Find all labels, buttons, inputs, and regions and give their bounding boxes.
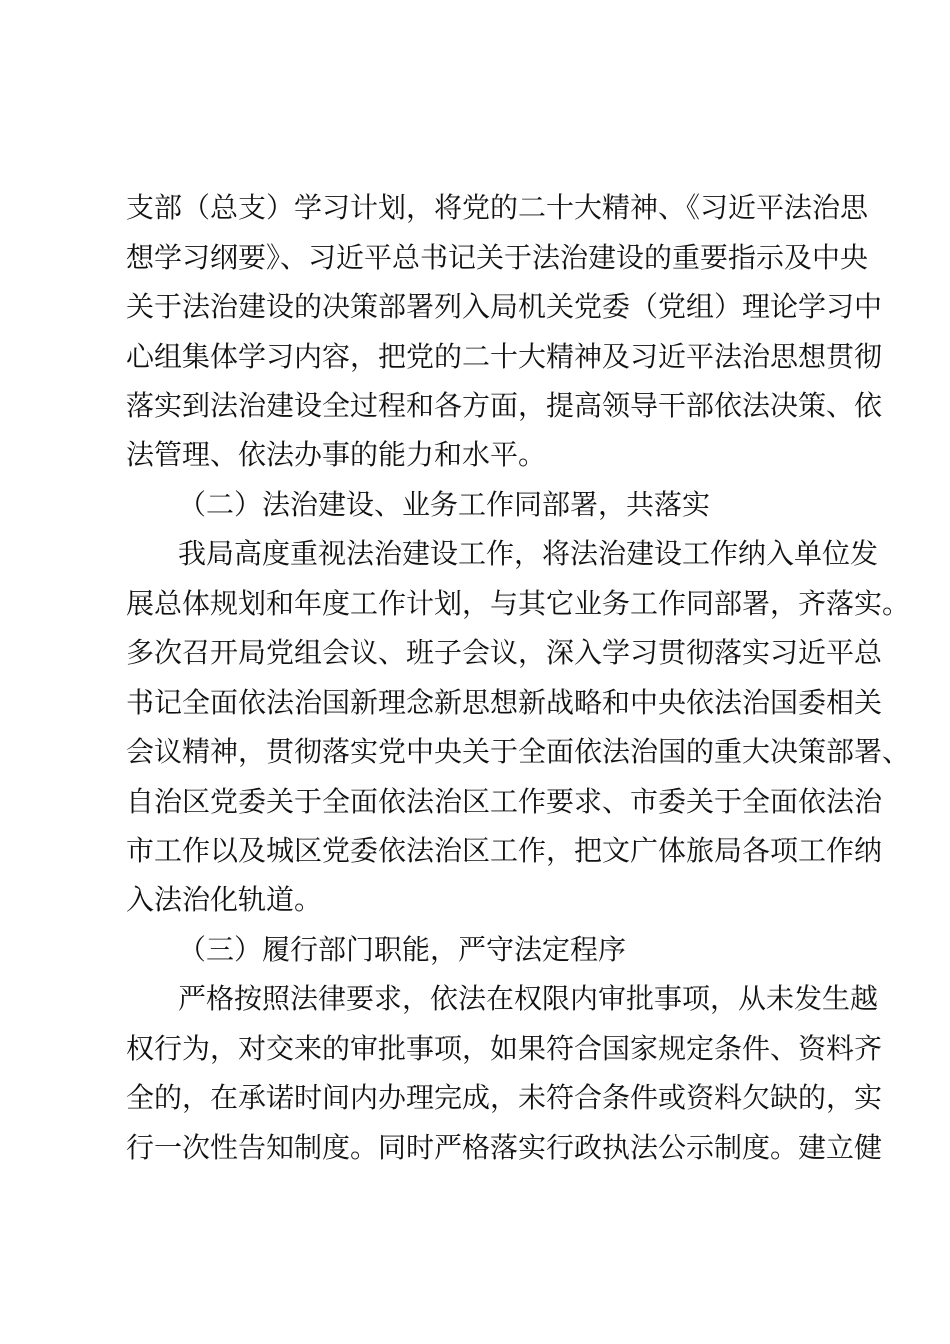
section-heading-two: （二）法治建设、业务工作同部署，共落实 [178, 488, 711, 521]
paragraph-line: 自治区党委关于全面依法治区工作要求、市委关于全面依法治 [126, 785, 883, 818]
paragraph-line: 入法治化轨道。 [126, 883, 323, 916]
paragraph-line: 行一次性告知制度。同时严格落实行政执法公示制度。建立健 [126, 1131, 883, 1164]
paragraph-line: 展总体规划和年度工作计划，与其它业务工作同部署，齐落实。 [126, 587, 911, 620]
paragraph-line: 严格按照法律要求，依法在权限内审批事项，从未发生越 [178, 982, 879, 1015]
paragraph-line: 市工作以及城区党委依法治区工作，把文广体旅局各项工作纳 [126, 834, 883, 867]
section-heading-three: （三）履行部门职能，严守法定程序 [178, 933, 627, 966]
paragraph-line: 心组集体学习内容，把党的二十大精神及习近平法治思想贯彻 [126, 340, 883, 373]
paragraph-line: 想学习纲要》、习近平总书记关于法治建设的重要指示及中央 [126, 241, 869, 274]
paragraph-line: 多次召开局党组会议、班子会议，深入学习贯彻落实习近平总 [126, 636, 883, 669]
paragraph-line: 全的，在承诺时间内办理完成，未符合条件或资料欠缺的，实 [126, 1081, 883, 1114]
paragraph-line: 会议精神，贯彻落实党中央关于全面依法治国的重大决策部署、 [126, 735, 911, 768]
paragraph-line: 法管理、依法办事的能力和水平。 [126, 438, 547, 471]
paragraph-line: 落实到法治建设全过程和各方面，提高领导干部依法决策、依 [126, 389, 883, 422]
paragraph-line: 我局高度重视法治建设工作，将法治建设工作纳入单位发 [178, 537, 879, 570]
paragraph-line: 权行为，对交来的审批事项，如果符合国家规定条件、资料齐 [126, 1032, 883, 1065]
paragraph-line: 支部（总支）学习计划，将党的二十大精神、《习近平法治思 [126, 191, 869, 224]
paragraph-line: 书记全面依法治国新理念新思想新战略和中央依法治国委相关 [126, 686, 883, 719]
paragraph-line: 关于法治建设的决策部署列入局机关党委（党组）理论学习中 [126, 290, 883, 323]
